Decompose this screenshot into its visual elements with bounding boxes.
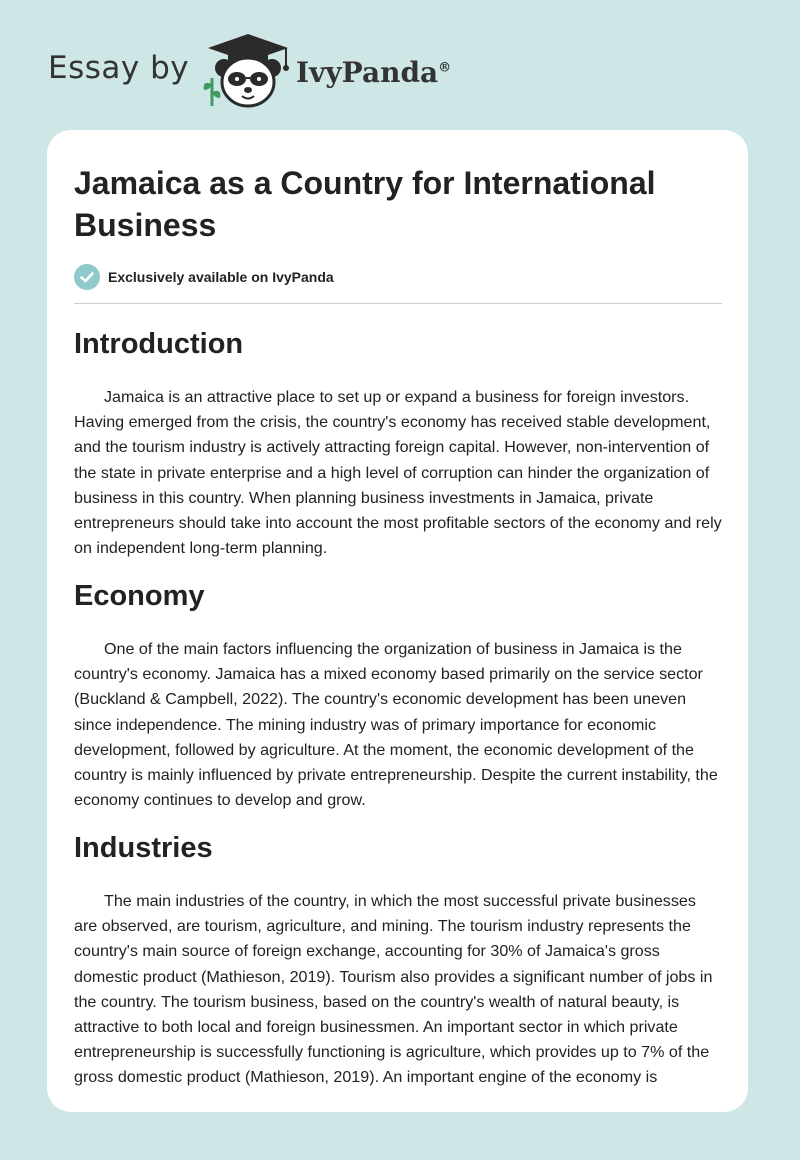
exclusive-badge-text: Exclusively available on IvyPanda	[108, 269, 334, 285]
section-text-economy: One of the main factors influencing the organization of business in Jamaica is the country's economy. Jamaica has a mixed economy based primarily on the service sector (Buckland & Campbell, 2022). The country's economic development has been uneven since independence. The mining industry was of primary importance for economic development, followed by agriculture. At the moment, the economic development of the country is mainly influenced by private entrepreneurship. Despite the current instability, the economy continues to develop and grow.	[74, 640, 718, 810]
title-divider	[74, 303, 722, 304]
section-heading-introduction: Introduction	[74, 328, 244, 360]
essay-title: Jamaica as a Country for International Business	[74, 165, 656, 243]
section-heading-industries: Industries	[74, 832, 213, 864]
essay-by-label: Essay by	[48, 50, 190, 86]
check-circle-icon	[74, 264, 100, 290]
essay-card	[47, 130, 748, 1112]
section-heading-economy: Economy	[74, 580, 205, 612]
exclusive-badge	[74, 264, 334, 290]
brand-name[interactable]: IvyPanda®	[296, 56, 452, 89]
section-text-industries: The main industries of the country, in which the most successful private businesses are observed, are tourism, agriculture, and mining. The tourism industry represents the country's main source of foreign exchange, accounting for 30% of Jamaica's gross domestic product (Mathieson, 2019). Tourism also provides a significant number of jobs in the country. The tourism business, based on the country's wealth of natural beauty, is attractive to both local and foreign businessmen. An important sector in which private entrepreneurship is successfully functioning is agriculture, which provides up to 7% of the gross domestic product (Mathieson, 2019). An important engine of the economy is	[74, 892, 713, 1087]
registered-mark: ®	[438, 60, 452, 76]
section-text-introduction: Jamaica is an attractive place to set up or expand a business for foreign investors. Having emerged from the crisis, the country's economy has received stable development, and the tourism industry is actively attracting foreign capital. However, non-intervention of the state in private enterprise and a high level of corruption can hinder the organization of business in this country. When planning business investments in Jamaica, private entrepreneurs should take into account the most profitable sectors of the economy and rely on independent long-term planning.	[74, 388, 722, 558]
panda-logo-icon[interactable]	[200, 32, 296, 110]
site-header	[0, 0, 800, 130]
